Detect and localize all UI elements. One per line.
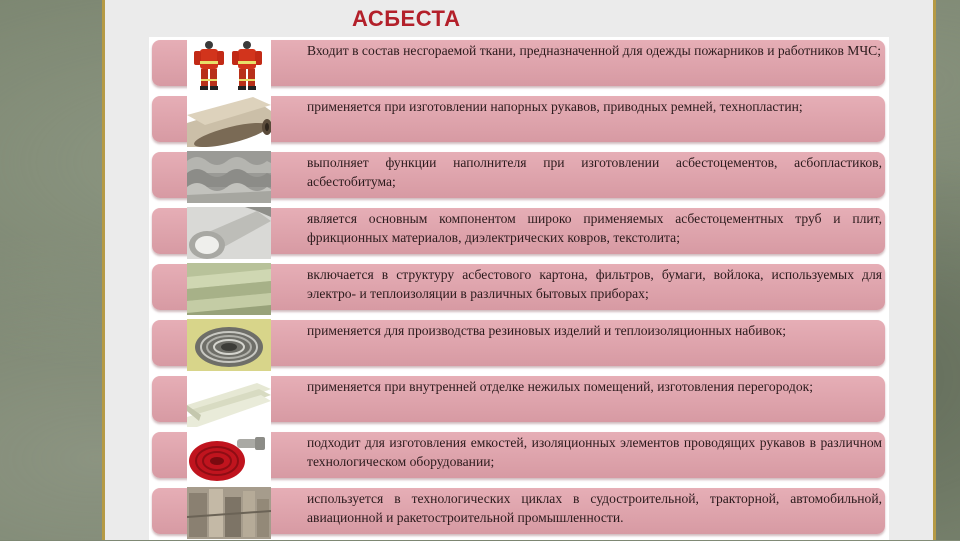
fire-hose-image [187,431,271,483]
list-item [149,205,889,261]
list-item [149,429,889,485]
list-item-text: применяется при изготовлении напорных рукавов, приводных ремней, технопластин; [307,99,803,114]
list-item-text: подходит для изготовления емкостей, изоляционных элементов проводящих рукавов в различном технологическом оборудовании; [307,435,882,469]
list-item [149,149,889,205]
list-item [149,373,889,429]
list-item-text: является основным компонентом широко применяемых асбестоцементных труб и плит, фрикционных материалов, диэлектрических ковров, текстолита; [307,211,882,245]
slide-title: АСБЕСТА [352,6,461,31]
wall-panels-image [187,375,271,427]
list-item [149,317,889,373]
list-item [149,485,889,541]
corrugated-sheets-image [187,151,271,203]
firefighter-suits-image [187,39,271,91]
usage-list [149,37,889,540]
list-item-text: включается в структуру асбестового картона, фильтров, бумаги, войлока, используемых для электро- и теплоизоляции в различных бытовых приборах; [307,267,882,301]
list-item [149,261,889,317]
list-item-text: применяется при внутренней отделке нежилых помещений, изготовления перегородок; [307,379,814,394]
list-item-text: применяется для производства резиновых изделий и теплоизоляционных набивок; [307,323,786,338]
cement-pipe-image [187,207,271,259]
insulation-cord-image [187,319,271,371]
industrial-materials-image [187,487,271,539]
list-item-text: используется в технологических циклах в судостроительной, тракторной, автомобильной, авиационной и ракетостроительной промышленности. [307,491,882,525]
list-item-text: выполняет функции наполнителя при изготовлении асбестоцементов, асбопластиков, асбестобитума; [307,155,882,189]
list-item [149,37,889,93]
cardboard-sheets-image [187,263,271,315]
fiber-rolls-image [187,95,271,147]
list-item [149,93,889,149]
list-item-text: Входит в состав несгораемой ткани, предназначенной для одежды пожарников и работников МЧС; [307,43,882,58]
